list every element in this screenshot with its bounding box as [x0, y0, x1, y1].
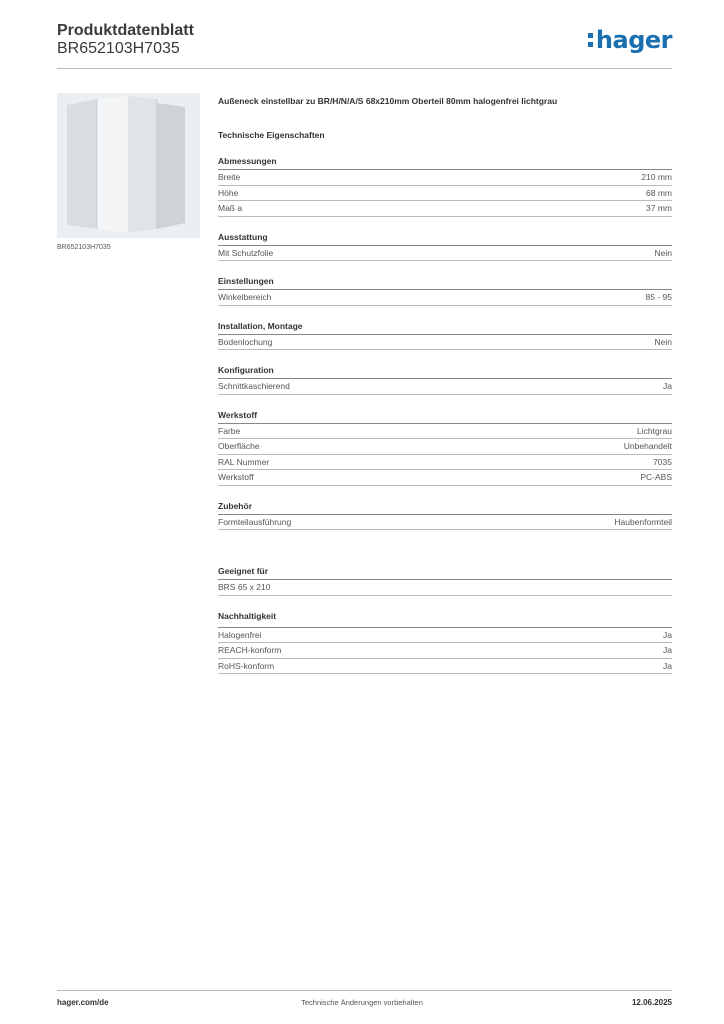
property-row	[218, 439, 672, 455]
product-description: Außeneck einstellbar zu BR/H/N/A/S 68x210mm Oberteil 80mm halogenfrei lichtgrau	[218, 96, 558, 106]
property-row	[218, 246, 672, 262]
property-value: 210 mm	[641, 172, 672, 182]
property-value: 7035	[653, 456, 672, 467]
header-divider	[57, 68, 672, 69]
property-value: 85 - 95	[645, 292, 672, 302]
property-value: Lichtgrau	[637, 425, 672, 436]
footer-notice: Technische Änderungen vorbehalten	[301, 998, 423, 1007]
section-title: Konfiguration	[218, 365, 672, 379]
section-title: Nachhaltigkeit	[218, 611, 672, 628]
property-label: Winkelbereich	[218, 292, 272, 302]
property-value: Ja	[663, 629, 672, 640]
property-label: RAL Nummer	[218, 456, 270, 467]
property-section	[218, 232, 672, 262]
section-title: Einstellungen	[218, 276, 672, 290]
property-label: Maß a	[218, 203, 243, 213]
property-label: REACH-konform	[218, 645, 282, 655]
property-row	[218, 470, 672, 486]
property-value: 37 mm	[646, 203, 672, 213]
property-value: 68 mm	[646, 187, 672, 198]
section-title: Ausstattung	[218, 232, 672, 246]
property-row	[218, 290, 672, 306]
property-section	[218, 321, 672, 351]
property-row	[218, 659, 672, 675]
property-value: Unbehandelt	[623, 441, 672, 451]
property-label: Breite	[218, 172, 241, 182]
section-title: Abmessungen	[218, 156, 672, 170]
property-value: Ja	[663, 660, 672, 671]
property-value: Ja	[663, 645, 672, 655]
property-value: Haubenformteil	[614, 516, 672, 527]
footer-divider	[57, 990, 672, 991]
corner-piece-illustration	[57, 93, 200, 238]
hager-logo	[588, 26, 672, 54]
footer-website: hager.com/de	[57, 998, 109, 1007]
property-row	[218, 455, 672, 471]
property-label: Formteilausführung	[218, 516, 292, 527]
sustainability-section	[218, 611, 672, 675]
main-content	[218, 96, 672, 674]
page-title: Produktdatenblatt	[57, 22, 194, 39]
logo-dots-icon	[588, 32, 594, 48]
property-row	[218, 580, 672, 596]
property-section	[218, 410, 672, 486]
property-row	[218, 424, 672, 440]
property-row	[218, 628, 672, 644]
property-label: Bodenlochung	[218, 336, 273, 347]
property-section	[218, 156, 672, 217]
article-number: BR652103H7035	[57, 40, 180, 57]
property-label: Oberfläche	[218, 441, 260, 451]
property-row	[218, 186, 672, 202]
section-title: Installation, Montage	[218, 321, 672, 335]
technical-properties-title: Technische Eigenschaften	[218, 130, 325, 140]
property-label: BRS 65 x 210	[218, 582, 271, 592]
property-row	[218, 335, 672, 351]
property-label: Mit Schutzfolie	[218, 247, 274, 258]
property-row	[218, 379, 672, 395]
property-label: Farbe	[218, 425, 241, 436]
property-value: PC-ABS	[640, 472, 672, 482]
property-value: Nein	[654, 247, 672, 258]
product-image	[57, 93, 200, 238]
property-label: Werkstoff	[218, 472, 254, 482]
property-row	[218, 515, 672, 531]
property-row	[218, 170, 672, 186]
property-row	[218, 201, 672, 217]
property-label: Höhe	[218, 187, 239, 198]
footer-date: 12.06.2025	[631, 998, 672, 1007]
property-label: Halogenfrei	[218, 629, 262, 640]
property-row	[218, 643, 672, 659]
section-title: Geeignet für	[218, 566, 672, 580]
logo-text: hager	[595, 26, 672, 54]
product-image-caption: BR652103H7035	[57, 244, 111, 251]
property-section	[218, 276, 672, 306]
property-value: Ja	[663, 381, 672, 391]
section-title: Zubehör	[218, 501, 672, 515]
property-label: Schnittkaschierend	[218, 381, 290, 391]
section-title: Werkstoff	[218, 410, 672, 424]
suitable-section	[218, 566, 672, 596]
property-section	[218, 365, 672, 395]
suitable-list	[218, 580, 672, 596]
sustainability-list	[218, 628, 672, 675]
property-section	[218, 501, 672, 531]
property-sections	[218, 156, 672, 530]
property-label: RoHS-konform	[218, 660, 275, 671]
property-value: Nein	[654, 336, 672, 347]
